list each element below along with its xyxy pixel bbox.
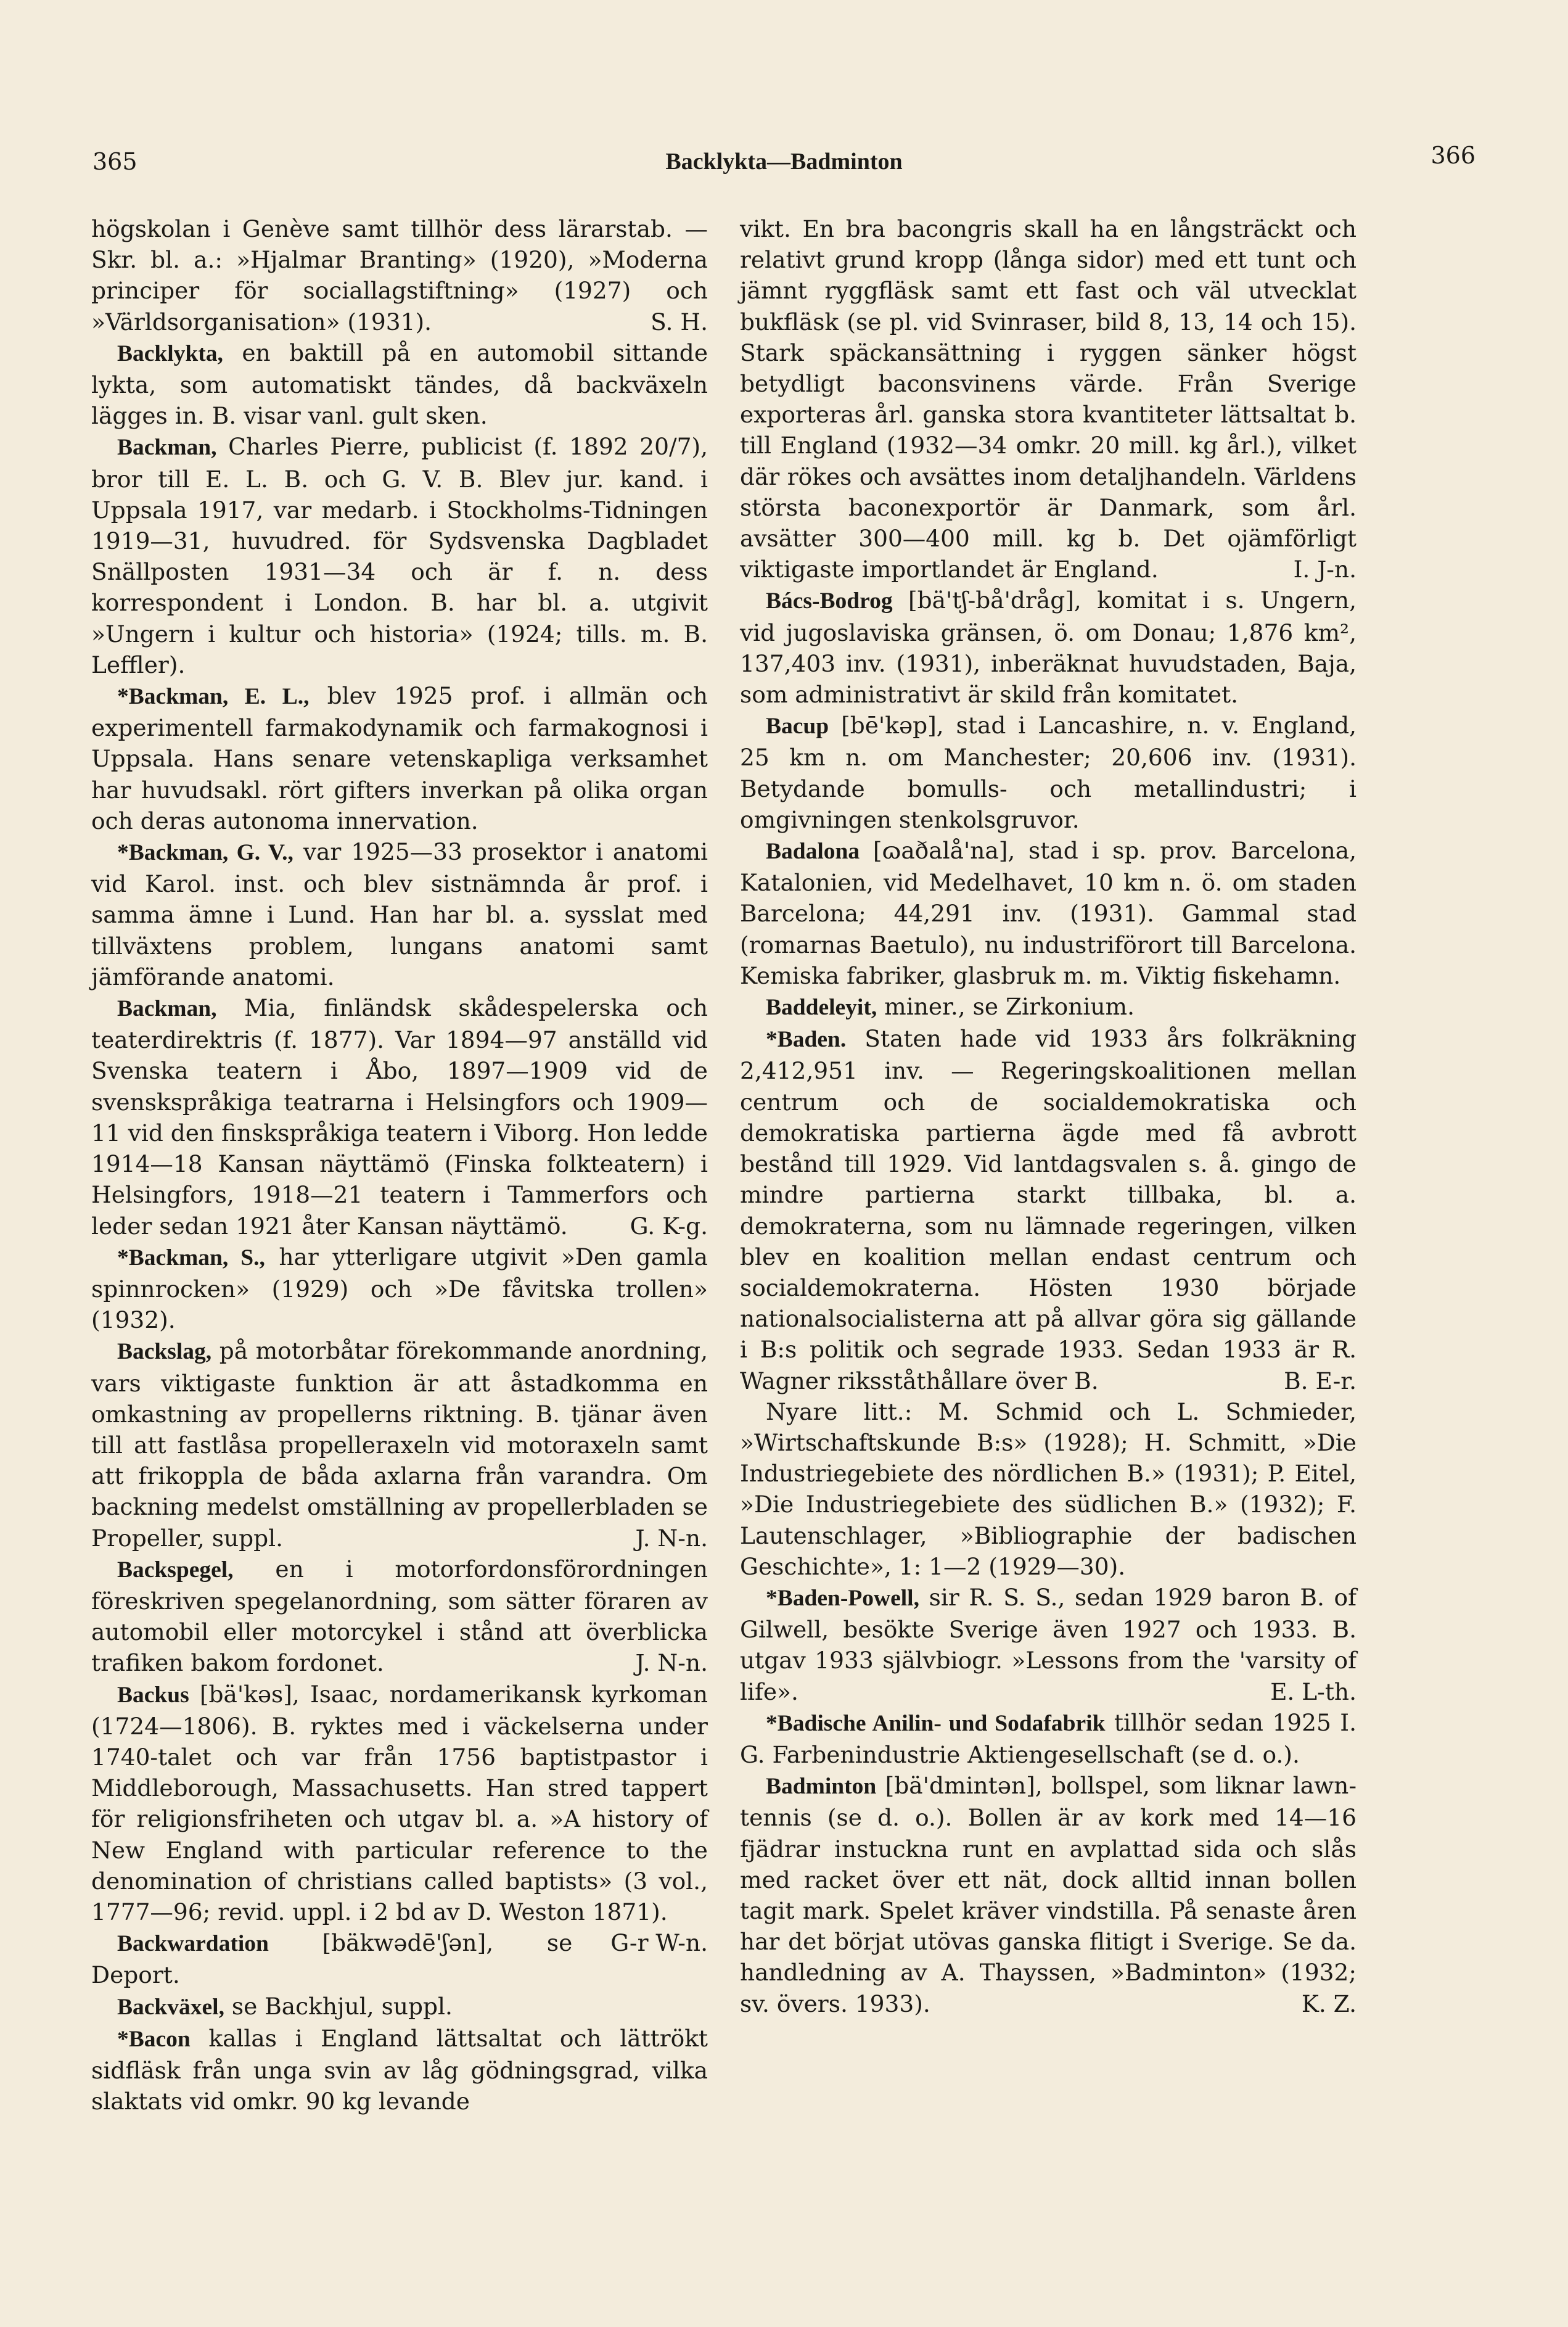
entry-headword: Backslag, [117,1339,212,1365]
entry-text: [bäkwədē'ʃən], se Deport. [91,1929,573,1989]
author-signature: S. H. [651,308,708,336]
dictionary-entry [91,1335,708,1553]
entry-text: Charles Pierre, publicist (f. 1892 20/7), bror till E. L. B. och G. V. B. Blev jur. kand. i Uppsala 1917, var medarb. i Stockholms-Tidningen 1919—31, huvudred. för Sydsvenska Dagbladet Snällposten 1931—34 och är f. n. dess korrespondent i London. B. har bl. a. utgivit »Ungern i kultur och historia» (1924; tills. m. B. Leffler). [91,433,708,678]
entry-headword: *Badische Anilin- und Sodafabrik [766,1710,1106,1736]
entry-headword: Backspegel, [117,1557,234,1583]
dictionary-entry [91,836,708,992]
entry-text: [ɷaðalå'na], stad i sp. prov. Barcelona, Katalonien, vid Medelhavet, 10 km n. ö. om staden Barcelona; 44,291 inv. (1931). Gammal stad (romarnas Baetulo), nu industriförort till Barcelona. Kemiska fabriker, glasbruk m. m. Viktig fiskehamn. [740,837,1357,989]
page-header [92,142,1476,185]
author-signature: B. E-r. [1284,1367,1357,1394]
entry-headword: Badalona [766,839,860,865]
entry-text: högskolan i Genève samt tillhör dess lärarstab. — Skr. bl. a.: »Hjalmar Branting» (1920), »Moderna principer för sociallagstiftning» (1927) och »Världsorganisation» (1931). [91,215,708,336]
entry-headword: *Bacon [117,2026,191,2052]
dictionary-entry [740,1707,1357,1770]
author-signature: G. K-g. [630,1212,708,1240]
entry-headword: Backman, [117,435,217,461]
entry-text: kallas i England lättsaltat och lättrökt sidfläsk från unga svin av låg gödningsgrad, vilka slaktats vid omkr. 90 kg levande [91,2024,708,2115]
dictionary-entry [740,213,1357,585]
dictionary-entry [91,1242,708,1336]
entry-text: var 1925—33 prosektor i anatomi vid Karol. inst. och blev sistnämnda år prof. i samma ämne i Lund. Han har bl. a. sysslat med tillväxtens problem, lungans anatomi samt jämförande anatomi. [91,838,708,991]
author-signature: I. J-n. [1293,556,1357,583]
entry-text: Staten hade vid 1933 års folkräkning 2,412,951 inv. — Regeringskoalitionen mellan centrum och de socialdemokratiska och demokratiska partierna ägde med få avbrott bestånd till 1929. Vid lantdagsvalen s. å. gingo de mindre partierna starkt tillbaka, bl. a. demokraterna, som nu lämnade regeringen, vilken blev en koalition mellan endast centrum och socialdemokraterna. Hösten 1930 började nationalsocialisterna att på allvar göra sig gällande i B:s politik och segrade 1933. Sedan 1933 är R. Wagner riksståthållare över B. [740,1025,1357,1394]
entry-text: Mia, finländsk skådespelerska och teaterdirektris (f. 1877). Var 1894—97 anställd vid Svenska teatern i Åbo, 1897—1909 vid de svenskspråkiga teatrarna i Helsingfors och 1909—11 vid den finskspråkiga teatern i Viborg. Hon ledde 1914—18 Kansan näyttämö (Finska folkteatern) i Helsingfors, 1918—21 teatern i Tammerfors och leder sedan 1921 åter Kansan näyttämö. [91,994,708,1240]
page-number-right: 366 [1430,142,1476,169]
entry-text: se Backhjul, suppl. [231,1992,453,2020]
page-number-left: 365 [92,148,138,175]
dictionary-entry [740,991,1357,1023]
entry-headword: *Baden. [766,1027,847,1053]
entry-text: på motorbåtar förekommande anordning, vars viktigaste funktion är att åstadkomma en omkastning av propellerns riktning. B. tjänar även till att fastlåsa propelleraxeln vid motoraxeln samt att frikoppla de båda axlarna från varandra. Om backning medelst omställning av propellerbladen se Propeller, suppl. [91,1337,708,1552]
entry-headword: Backväxel, [117,1994,224,2020]
entry-text: [bä'dmintən], bollspel, som liknar lawn-tennis (se d. o.). Bollen är av kork med 14—16 fjädrar instuckna runt en avplattad sida och slås med racket över ett nät, dock alltid innan bollen tagit mark. Spelet kräver vindstilla. På senaste åren har det börjat utövas ganska flitigt i Sverige. Se da. handledning av A. Thayssen, »Badminton» (1932; sv. övers. 1933). [740,1772,1357,2017]
running-head: Backlykta—Badminton [665,149,903,175]
entry-text: en i motorfordonsförordningen föreskriven spegelanordning, som sätter föraren av automobil eller motorcykel i stånd att överblicka trafiken bakom fordonet. [91,1555,708,1677]
dictionary-entry [91,680,708,836]
entry-text: miner., se Zirkonium. [884,993,1135,1021]
entry-headword: Bacup [766,714,829,739]
entry-text: en baktill på en automobil sittande lykta, som automatiskt tändes, då backväxeln lägges in. B. visar vanl. gult sken. [91,339,708,430]
entry-headword: Backwardation [117,1931,269,1957]
dictionary-entry [91,992,708,1242]
entry-headword: Baddeleyit, [766,995,877,1021]
dictionary-entry [740,710,1357,835]
entry-headword: Bács-Bodrog [766,588,893,614]
dictionary-entry [91,1554,708,1679]
entry-text: [bē'kəp], stad i Lancashire, n. v. England, 25 km n. om Manchester; 20,606 inv. (1931). Betydande bomulls- och metallindustri; i omgivningen stenkolsgruvor. [740,712,1357,833]
dictionary-entry [91,431,708,680]
entry-text: vikt. En bra bacongris skall ha en långsträckt och relativt grund kropp (långa sidor) med ett tunt och jämnt ryggfläsk samt ett fast och väl utvecklat bukfläsk (se pl. vid Svinraser, bild 8, 13, 14 och 15). Stark späckansättning i ryggen sänker högst betydligt baconsvinens värde. Från Sverige exporteras årl. ganska stora kvantiteter lättsaltat b. till England (1932—34 omkr. 20 mill. kg årl.), vilket där rökes och avsättes inom detaljhandeln. Världens största baconexportör är Danmark, som årl. avsätter 300—400 mill. kg b. Det ojämförligt viktigaste importlandet är England. [740,215,1357,583]
dictionary-entry [740,1582,1357,1707]
dictionary-entry [91,1991,708,2023]
entry-headword: Backus [117,1682,189,1708]
dictionary-entry [740,1023,1357,1396]
entry-headword: Badminton [766,1774,877,1800]
author-signature: J. N-n. [635,1649,708,1677]
dictionary-entry [91,2023,708,2117]
entry-headword: *Baden-Powell, [766,1585,919,1611]
author-signature: K. Z. [1301,1990,1357,2017]
entry-headword: *Backman, S., [117,1245,265,1271]
entry-headword: Backlykta, [117,340,223,366]
dictionary-entry [91,213,708,337]
author-signature: E. L-th. [1270,1678,1357,1705]
dictionary-entry [740,585,1357,710]
entry-headword: *Backman, G. V., [117,840,293,866]
dictionary-entry [740,835,1357,991]
entry-text: Nyare litt.: M. Schmid och L. Schmieder, »Wirtschaftskunde B:s» (1928); H. Schmitt, »Die Industriegebiete des nördlichen B.» (1931); P. Eitel, »Die Industriegebiete des südlichen B.» (1932); F. Lautenschlager, »Bibliographie der badischen Geschichte», 1: 1—2 (1929—30). [740,1398,1357,1580]
left-column [91,213,708,2117]
dictionary-entry [91,337,708,432]
entry-text: tillhör sedan 1925 I. G. Farbenindustrie Aktiengesellschaft (se d. o.). [740,1708,1357,1768]
entry-text: blev 1925 prof. i allmän och experimentell farmakodynamik och farmakognosi i Uppsala. Hans senare vetenskapliga verksamhet har huvudsakl. rört gifters inverkan på olika organ och deras autonoma innervation. [91,682,708,834]
dictionary-entry [740,1396,1357,1582]
entry-text: sir R. S. S., sedan 1929 baron B. of Gilwell, besökte Sverige även 1927 och 1933. B. utgav 1933 självbiogr. »Lessons from the 'varsity of life». [740,1583,1357,1705]
author-signature: G-r W-n. [610,1929,708,1957]
right-column [740,213,1357,2019]
entry-text: [bä'kəs], Isaac, nordamerikansk kyrkoman (1724—1806). B. ryktes med i väckelserna under 1740-talet och var från 1756 baptistpastor i Middleborough, Massachusetts. Han stred tappert för religionsfriheten och utgav bl. a. »A history of New England with particular reference to the denomination of christians called baptists» (3 vol., 1777—96; revid. uppl. i 2 bd av D. Weston 1871). [91,1680,708,1925]
entry-text: [bä'tʃ-bå'dråg], komitat i s. Ungern, vid jugoslaviska gränsen, ö. om Donau; 1,876 km², 137,403 inv. (1931), inberäknat huvudstaden, Baja, som administrativt är skild från komitatet. [740,587,1357,709]
entry-headword: Backman, [117,996,217,1022]
entry-text: har ytterligare utgivit »Den gamla spinnrocken» (1929) och »De fåvitska trollen» (1932). [91,1243,708,1334]
entry-headword: *Backman, E. L., [117,684,310,710]
dictionary-entry [740,1770,1357,2019]
author-signature: J. N-n. [635,1524,708,1552]
